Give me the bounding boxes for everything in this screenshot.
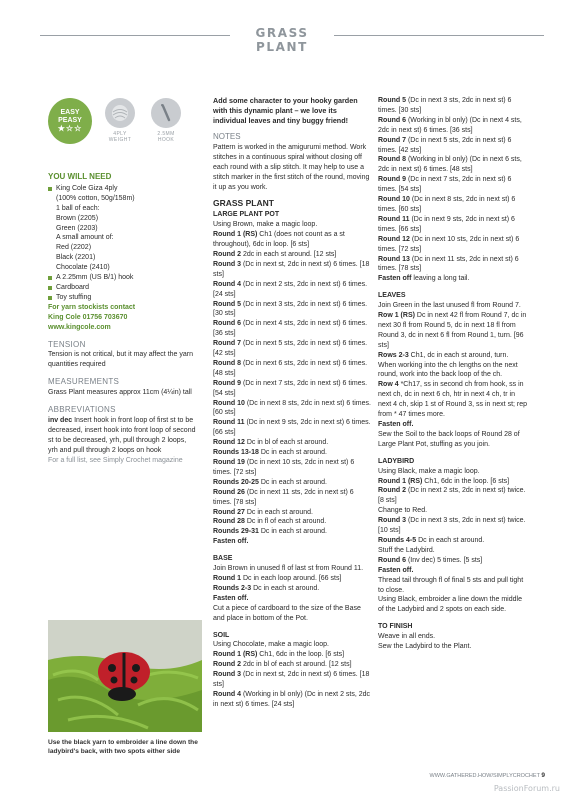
abbreviations-heading: ABBREVIATIONS	[48, 405, 116, 415]
pattern-step: Round 1 Dc in each loop around. [66 sts]	[213, 574, 342, 582]
yarn-item: King Cole Giza 4ply (100% cotton, 50g/158m) 1 ball of each: Brown (2205) Green (2203) A small amount of: Red (2202) Black (2201) Chocolate (2410)	[48, 184, 196, 273]
pattern-step: Rounds 29-31 Dc in each st around.	[213, 528, 327, 536]
pattern-step: Round 6 (Inv dec) 5 times. [5 sts]	[378, 556, 483, 564]
hook-size-badge	[148, 98, 184, 146]
ladybird-steps-3	[378, 556, 528, 576]
pot-steps	[213, 230, 371, 547]
leaves-intro: Join Green in the last unused fl from Round 7.	[378, 302, 521, 310]
intro-text: Add some character to your hooky garden with this dynamic plant – we love its individual leaves and tiny buggy friend!	[213, 96, 358, 125]
difficulty-stars-icon: ★☆☆	[57, 124, 83, 133]
leaves-row-1: Row 1 (RS) Dc in next 42 fl from Round 7, dc in next 30 fl from Round 5, dc in next 18 fl from Round 3, dc in next 6 fl from Round 1, turn. [96 sts]	[378, 312, 527, 349]
pattern-step: Round 12 Dc in bl of each st around.	[213, 439, 329, 447]
tension-text: Tension is not critical, but it may affect the yarn quantities required	[48, 351, 193, 369]
soil-steps-continued	[378, 96, 528, 284]
pattern-step: Round 12 (Dc in next 10 sts, 2dc in next st) 6 times. [72 sts]	[378, 235, 520, 253]
stockist-line-2: King Cole 01756 703670	[48, 313, 128, 321]
pattern-step: Round 9 (Dc in next 7 sts, 2dc in next st) 6 times. [54 sts]	[213, 379, 368, 397]
ladybird-heading: LADYBIRD	[378, 457, 415, 465]
pattern-step: Round 3 (Dc in next st, 2dc in next st) 6 times. [18 sts]	[213, 671, 370, 689]
header-rule-right	[334, 35, 544, 36]
pattern-step: Fasten off leaving a long tail.	[378, 275, 470, 283]
materials-column	[48, 98, 196, 465]
pattern-step: Round 13 (Dc in next 11 sts, 2dc in next st) 6 times. [78 sts]	[378, 255, 519, 273]
leaves-outro: Sew the Soil to the back loops of Round 28 of Large Plant Pot, stuffing as you join.	[378, 430, 520, 448]
ladybird-change: Change to Red.	[378, 507, 428, 515]
pattern-step: Round 8 (Working in bl only) (Dc in next 6 sts, 2dc in next st) 6 times. [48 sts]	[378, 156, 522, 174]
pattern-step: Rounds 2-3 Dc in each st around.	[213, 584, 320, 592]
pattern-step: Round 8 (Dc in next 6 sts, 2dc in next st) 6 times. [48 sts]	[213, 359, 368, 377]
finish-line-1: Weave in all ends.	[378, 633, 436, 641]
pattern-step: Round 2 2dc in bl of each st around. [12 sts]	[213, 661, 352, 669]
pattern-step: Round 11 (Dc in next 9 sts, 2dc in next st) 6 times. [66 sts]	[213, 419, 371, 437]
abbreviation-entry: inv dec Insert hook in front loop of first st to be decreased, insert hook into front loop of second st to be decreased, yrh, pull through 2 loops, yrh and pull through 2 loops on hook	[48, 416, 196, 454]
easy-label: EASY	[60, 109, 80, 116]
difficulty-badges	[48, 98, 196, 146]
pattern-step: Round 3 (Dc in next st, 2dc in next st) 6 times. [18 sts]	[213, 260, 370, 278]
you-will-need-heading: YOU WILL NEED	[48, 172, 112, 181]
weight-label-1: 4PLY	[113, 131, 127, 137]
pattern-step: Fasten off.	[378, 566, 414, 574]
pattern-step: Round 7 (Dc in next 5 sts, 2dc in next st) 6 times. [42 sts]	[213, 340, 368, 358]
leaves-fasten-off: Fasten off.	[378, 421, 414, 428]
measurements-heading: MEASUREMENTS	[48, 377, 120, 387]
base-heading: BASE	[213, 555, 233, 563]
site-watermark: PassionForum.ru	[493, 784, 560, 793]
crochet-hook-icon	[151, 98, 181, 128]
header-rule-left	[40, 35, 230, 36]
pot-intro: Using Brown, make a magic loop.	[213, 221, 318, 229]
base-outro: Cut a piece of cardboard to the size of the Base and place in bottom of the Pot.	[213, 604, 361, 622]
ladybird-steps-2	[378, 516, 528, 546]
pattern-step: Round 1 (RS) Ch1 (does not count as a st throughout), 6dc in loop. [6 sts]	[213, 231, 345, 249]
ladybird-photo	[48, 620, 202, 732]
hook-label-1: 2.5MM	[157, 131, 175, 137]
pattern-title: GRASS PLANT	[213, 198, 274, 209]
base-intro: Join Brown in unused fl of last st from Round 11.	[213, 565, 364, 573]
yarn-weight-badge	[102, 98, 138, 146]
leaves-rows-2-3: Rows 2-3 Ch1, dc in each st around, turn.	[378, 351, 509, 359]
ladybird-outro: Thread tail through fl of final 5 sts and pull tight to close.	[378, 576, 524, 594]
base-steps	[213, 574, 371, 604]
pattern-step: Round 4 (Dc in next 2 sts, 2dc in next st) 6 times. [24 sts]	[213, 280, 368, 298]
leaves-heading: LEAVES	[378, 292, 406, 300]
peasy-label: PEASY	[58, 117, 82, 124]
pattern-step: Round 19 (Dc in next 10 sts, 2dc in next st) 6 times. [72 sts]	[213, 459, 355, 476]
pattern-step: Round 10 (Dc in next 8 sts, 2dc in next st) 6 times. [60 sts]	[213, 399, 371, 417]
pattern-step: Round 6 (Working in bl only) (Dc in next 4 sts, 2dc in next st) 6 times. [36 sts]	[378, 116, 522, 134]
pattern-step: Rounds 20-25 Dc in each st around.	[213, 478, 327, 486]
ladybird-intro: Using Black, make a magic loop.	[378, 467, 480, 475]
pattern-step: Round 7 (Dc in next 5 sts, 2dc in next st) 6 times. [42 sts]	[378, 136, 512, 154]
yarn-ball-icon	[105, 98, 135, 128]
ladybird-outro-2: Using Black, embroider a line down the middle of the Ladybird and 2 spots on each side.	[378, 596, 522, 614]
pattern-step: Round 5 (Dc in next 3 sts, 2dc in next st) 6 times. [30 sts]	[378, 97, 512, 114]
pattern-step: Rounds 13-18 Dc in each st around.	[213, 449, 327, 457]
ladybird-stuff: Stuff the Ladybird.	[378, 546, 435, 554]
hook-item: A 2.25mm (US B/1) hook	[48, 273, 196, 283]
materials-list	[48, 184, 196, 303]
soil-steps	[213, 650, 371, 709]
page-number: 9	[541, 772, 545, 779]
stockist-website-link[interactable]: www.kingcole.com	[48, 323, 111, 331]
pattern-step: Rounds 4-5 Dc in each st around.	[378, 536, 485, 544]
page-header	[0, 22, 566, 54]
stuffing-item: Toy stuffing	[48, 293, 196, 303]
notes-heading: NOTES	[213, 132, 241, 141]
footer-url: WWW.GATHERED.HOW/SIMPLYCROCHET	[429, 773, 540, 779]
page-title: GRASS PLANT	[255, 26, 309, 54]
page-footer	[415, 772, 545, 779]
weight-label-2: WEIGHT	[108, 137, 132, 143]
leaves-note: When working into the ch lengths on the next round, work into the back loop of the ch.	[378, 361, 518, 379]
pattern-column-1	[213, 96, 371, 710]
pattern-step: Round 28 Dc in fl of each st around.	[213, 518, 327, 526]
tension-heading: TENSION	[48, 339, 86, 349]
full-list-note: For a full list, see Simply Crochet magazine	[48, 456, 183, 464]
pattern-step: Round 2 (Dc in next 2 sts, 2dc in next st) twice. [8 sts]	[378, 487, 526, 505]
notes-text: Pattern is worked in the amigurumi method. Work stitches in a continuous spiral without closing off each round with a slip stitch. It may help to use a stitch marker in the first stitch of the round, moving it up as you work.	[213, 143, 370, 191]
pattern-step: Round 9 (Dc in next 7 sts, 2dc in next st) 6 times. [54 sts]	[378, 176, 512, 194]
stockist-line-1: For yarn stockists contact	[48, 303, 136, 311]
ladybird-steps	[378, 477, 528, 507]
easy-peasy-badge	[48, 98, 92, 144]
finish-line-2: Sew the Ladybird to the Plant.	[378, 643, 472, 651]
finish-heading: TO FINISH	[378, 623, 413, 631]
pattern-step: Round 1 (RS) Ch1, 6dc in the loop. [6 sts]	[378, 477, 510, 485]
pattern-step: Round 2 2dc in each st around. [12 sts]	[213, 250, 337, 258]
pot-heading: LARGE PLANT POT	[213, 211, 280, 219]
pattern-step: Round 6 (Dc in next 4 sts, 2dc in next st) 6 times. [36 sts]	[213, 320, 368, 338]
hook-label-2: HOOK	[157, 137, 175, 143]
pattern-step: Round 5 (Dc in next 3 sts, 2dc in next st) 6 times. [30 sts]	[213, 300, 368, 318]
pattern-step: Round 11 (Dc in next 9 sts, 2dc in next st) 6 times. [66 sts]	[378, 215, 515, 233]
pattern-step: Round 1 (RS) Ch1, 6dc in the loop. [6 sts]	[213, 651, 345, 659]
pattern-column-2	[378, 96, 528, 652]
pattern-step: Round 26 (Dc in next 11 sts, 2dc in next st) 6 times. [78 sts]	[213, 488, 354, 506]
photo-caption: Use the black yarn to embroider a line down the ladybird's back, with two spots either side	[48, 739, 198, 755]
pattern-step: Round 10 (Dc in next 8 sts, 2dc in next st) 6 times. [60 sts]	[378, 196, 516, 213]
soil-heading: SOIL	[213, 631, 230, 639]
pattern-step: Round 27 Dc in each st around.	[213, 508, 313, 516]
pattern-step: Fasten off.	[213, 538, 249, 546]
cardboard-item: Cardboard	[48, 283, 196, 293]
leaves-row-4: Row 4 *Ch17, ss in second ch from hook, ss in next ch, dc in next 6 ch, htr in next 4 ch, tr in next 4 ch, skip 1 st of Round 3, ss in next st; rep from * 47 times more.	[378, 381, 528, 419]
pattern-step: Round 4 (Working in bl only) (Dc in next 2 sts, 2dc in next st) 6 times. [24 sts]	[213, 690, 371, 708]
soil-intro: Using Chocolate, make a magic loop.	[213, 641, 329, 649]
pattern-step: Round 3 (Dc in next 3 sts, 2dc in next st) twice. [10 sts]	[378, 517, 526, 535]
measurements-text: Grass Plant measures approx 11cm (4¼in) tall	[48, 389, 192, 397]
pattern-step: Fasten off.	[213, 594, 249, 602]
